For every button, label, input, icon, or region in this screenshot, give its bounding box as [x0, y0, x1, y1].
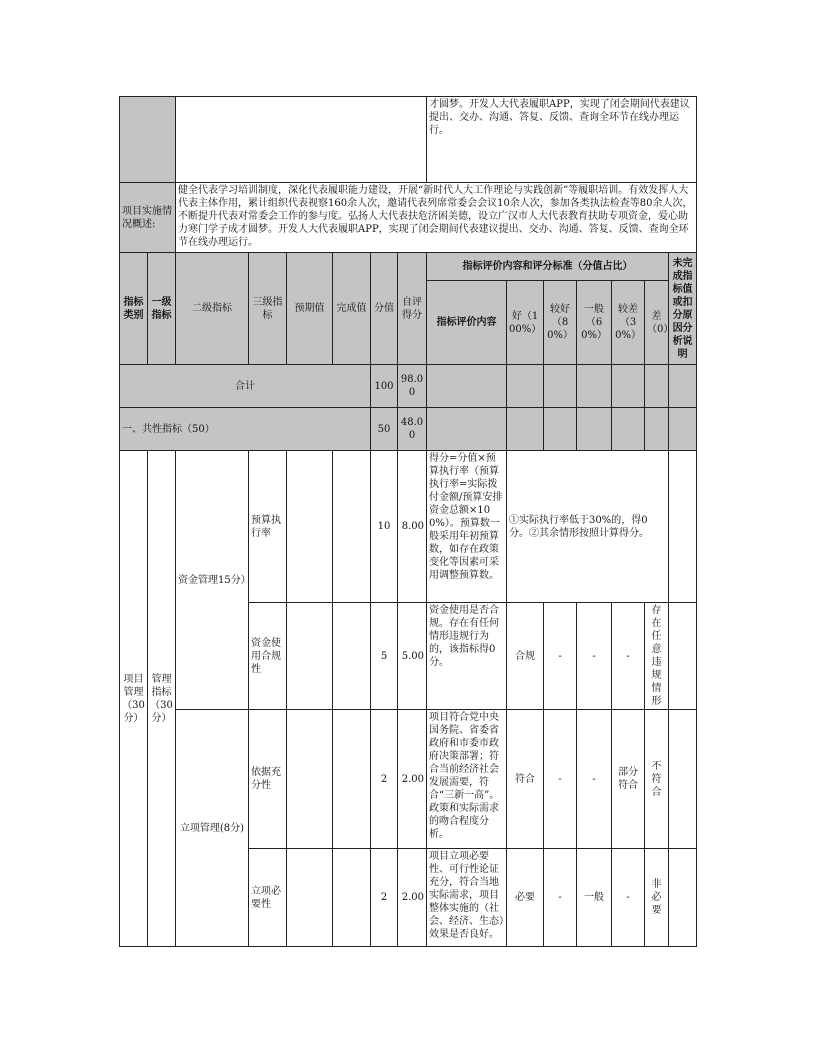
- overview-row: [120, 183, 697, 253]
- continued-text-cell: 才圆梦。开发人大代表履职APP，实现了闭会期间代表建议提出、交办、沟通、答复、反馈、查询全环节在线办理运行。: [427, 97, 697, 183]
- bad-cell: 存在任意违规情形: [645, 603, 669, 710]
- overview-label: 项目实施情况概述:: [120, 183, 176, 253]
- content-cell: 项目立项必要性、可行性论证充分，符合当地实际需求，项目整体实施的（社会、经济、生态）效果是否良好。: [427, 849, 507, 947]
- poor-cell: -: [612, 849, 645, 947]
- good-cell: 合规: [507, 603, 544, 710]
- performance-evaluation-table: [119, 96, 697, 947]
- header-score: 分值: [371, 253, 398, 365]
- bad-cell: 不符合: [645, 710, 669, 849]
- average-cell: -: [577, 710, 612, 849]
- continued-label-cell: [120, 97, 176, 183]
- common-score: 50: [371, 408, 398, 451]
- common-row: [120, 408, 697, 451]
- common-label: 一、共性指标（50）: [120, 408, 371, 451]
- level3-cell: 立项必要性: [249, 849, 287, 947]
- header-level1: 一级指标: [148, 253, 176, 365]
- level3-cell: 依据充分性: [249, 710, 287, 849]
- header-row-1: [120, 253, 697, 281]
- header-poor: 较差（30%）: [612, 281, 645, 365]
- common-self-score: 48.00: [398, 408, 427, 451]
- self-score-cell: 5.00: [398, 603, 427, 710]
- good-cell: 符合: [507, 710, 544, 849]
- average-cell: -: [577, 603, 612, 710]
- total-score: 100: [371, 365, 398, 408]
- score-cell: 5: [371, 603, 398, 710]
- header-bad: 差（0）: [645, 281, 669, 365]
- header-fairly-good: 较好（80%）: [544, 281, 577, 365]
- self-score-cell: 2.00: [398, 710, 427, 849]
- score-cell: 2: [371, 849, 398, 947]
- fairly-good-cell: -: [544, 849, 577, 947]
- header-expected: 预期值: [287, 253, 333, 365]
- score-cell: 2: [371, 710, 398, 849]
- score-cell: 10: [371, 451, 398, 603]
- content-cell: 得分=分值×预算执行率（预算执行率=实际拨付金额/预算安排资金总额×100%）。预算数一般采用年初预算数，如存在政策变化等因素可采用调整预算数。: [427, 451, 507, 603]
- total-row: [120, 365, 697, 408]
- header-category: 指标类别: [120, 253, 148, 365]
- poor-cell: -: [612, 603, 645, 710]
- self-score-cell: 2.00: [398, 849, 427, 947]
- header-content: 指标评价内容: [427, 281, 507, 365]
- good-cell: 必要: [507, 849, 544, 947]
- level3-cell: 资金使用合规性: [249, 603, 287, 710]
- average-cell: 一般: [577, 849, 612, 947]
- header-level3: 三级指标: [249, 253, 287, 365]
- standard-cell: ①实际执行率低于30%的，得0分。②其余情形按照计算得分。: [507, 451, 669, 603]
- category-cell: 项目管理（30分）: [120, 451, 148, 947]
- header-level2: 二级指标: [176, 253, 249, 365]
- level3-cell: 预算执行率: [249, 451, 287, 603]
- total-label: 合计: [120, 365, 371, 408]
- header-good: 好（100%）: [507, 281, 544, 365]
- continued-blank-cell: [176, 97, 427, 183]
- table-row: [120, 451, 697, 603]
- poor-cell: 部分符合: [612, 710, 645, 849]
- content-cell: 资金使用是否合规。存在有任何情形违规行为的，该指标得0分。: [427, 603, 507, 710]
- header-reason: 未完成指标值或扣分原因分析说明: [669, 253, 697, 365]
- header-self-score: 自评得分: [398, 253, 427, 365]
- header-criteria-group: 指标评价内容和评分标准（分值占比）: [427, 253, 669, 281]
- total-self-score: 98.00: [398, 365, 427, 408]
- bad-cell: 非必要: [645, 849, 669, 947]
- header-actual: 完成值: [333, 253, 371, 365]
- level2-fund-management: 资金管理15分）: [176, 451, 249, 710]
- content-cell: 项目符合党中央国务院、省委省政府和市委市政府决策部署；符合当前经济社会发展需要，符合“三新一高”。政策和实际需求的吻合程度分析。: [427, 710, 507, 849]
- fairly-good-cell: -: [544, 710, 577, 849]
- level2-project-management: 立项管理(8分): [176, 710, 249, 947]
- continued-row: [120, 97, 697, 183]
- fairly-good-cell: -: [544, 603, 577, 710]
- header-average: 一般（60%）: [577, 281, 612, 365]
- self-score-cell: 8.00: [398, 451, 427, 603]
- level1-cell: 管理指标（30分）: [148, 451, 176, 947]
- overview-text: 健全代表学习培训制度，深化代表履职能力建设，开展“新时代人大工作理论与实践创新”等履职培训。有效发挥人大代表主体作用，累计组织代表视察160余人次，邀请代表列席常委会会议10余人次，参加各类执法检查等80余人次，不断提升代表对常委会工作的参与度。弘扬人大代表扶危济困美德，设立广汉市人大代表教育扶助专项资金，爱心助力寒门学子成才圆梦。开发人大代表履职APP，实现了闭会期间代表建议提出、交办、沟通、答复、反馈、查询全环节在线办理运行。: [176, 183, 697, 253]
- table-row: [120, 710, 697, 849]
